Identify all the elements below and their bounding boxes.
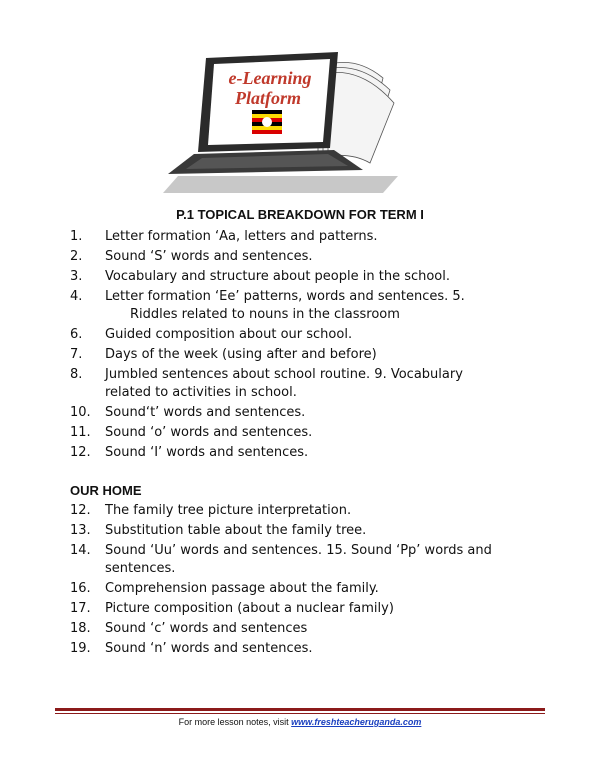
list-item: 7. Days of the week (using after and before) [70,347,377,362]
footer-text: For more lesson notes, visit [178,717,292,727]
list-item: 13. Substitution table about the family tree. [70,523,367,538]
uganda-flag-icon [252,110,282,134]
page-title: P.1 TOPICAL BREAKDOWN FOR TERM I [176,207,424,222]
list-item: 3. Vocabulary and structure about people in the school. [70,269,451,284]
list-item: 4. Letter formation ‘Ee’ patterns, words and sentences. 5. Riddles related to nouns in the classroom [70,289,465,322]
list-item: 10. Sound‘t’ words and sentences. [70,405,306,420]
logo-line1: e-Learning [228,68,312,88]
footer-rule-thin [55,713,545,714]
list-item: 14. Sound ‘Uu’ words and sentences. 15. Sound ‘Pp’ words and sentences. [70,543,492,576]
list-item: 12. The family tree picture interpretation. [70,503,352,518]
list-item: 17. Picture composition (about a nuclear family) [70,601,394,616]
list-item: 12. Sound ‘I’ words and sentences. [70,445,309,460]
footer [0,717,600,727]
list-item: 8. Jumbled sentences about school routine. 9. Vocabulary related to activities in school. [70,367,463,400]
list-item: 2. Sound ‘S’ words and sentences. [70,249,313,264]
footer-rule [55,708,545,711]
topic-list [70,228,550,660]
elearning-platform-logo [158,48,398,203]
list-item: 18. Sound ‘c’ words and sentences [70,621,308,636]
footer-link[interactable]: www.freshteacheruganda.com [291,717,422,727]
list-item: 11. Sound ‘o’ words and sentences. [70,425,313,440]
list-item: 1. Letter formation ‘Aa, letters and patterns. [70,229,378,244]
list-item: 16. Comprehension passage about the family. [70,581,379,596]
logo-line2: Platform [235,88,301,108]
list-item: 6. Guided composition about our school. [70,327,353,342]
section-heading-our-home: OUR HOME [70,483,142,498]
list-item: 19. Sound ‘n’ words and sentences. [70,641,313,656]
